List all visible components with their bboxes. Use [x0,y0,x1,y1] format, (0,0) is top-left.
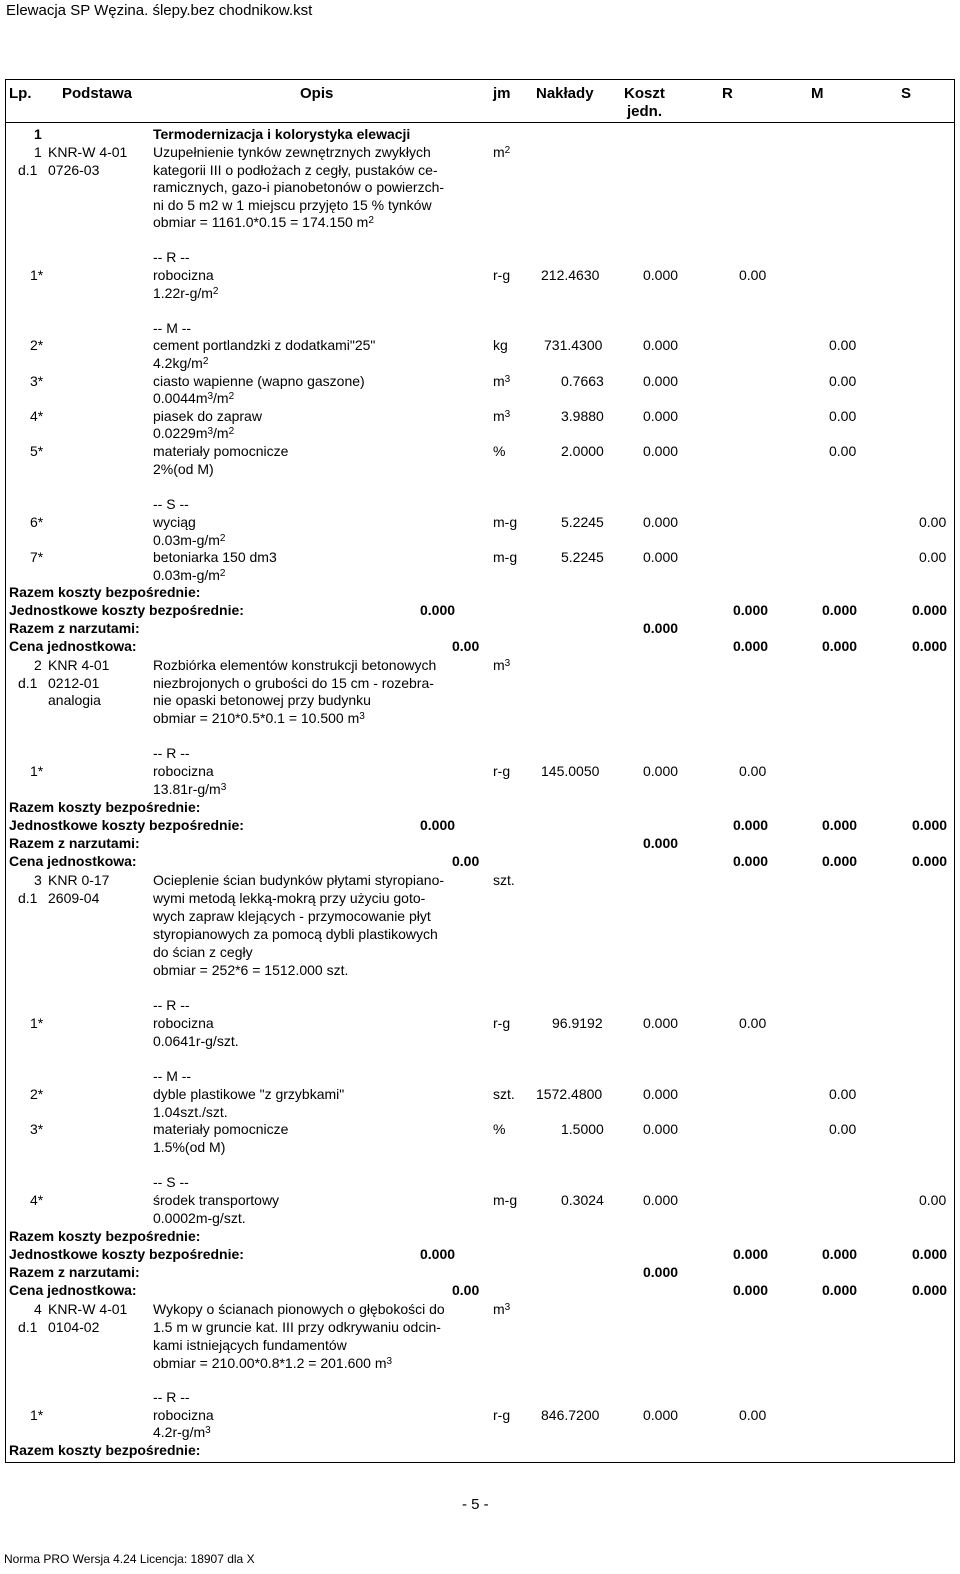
p1-m3-name: piasek do zapraw [153,408,262,424]
p2-cena-jedn: Cena jednostkowa: [9,853,137,869]
p2-lp-sub: d.1 [18,675,38,691]
p1-cena-value: 0.00 [452,638,480,654]
header-koszt-jedn: jedn. [627,103,663,120]
p2-base-note: analogia [48,692,101,708]
p3-m2-name: materiały pomocnicze [153,1121,289,1137]
p2-rob-norm: $13.81r-g/m^3$ [153,781,227,797]
p1-m3-m: 0.00 [829,408,857,424]
p3-cena-value: 0.00 [452,1282,480,1298]
p2-razem-bezp: Razem koszty bezpośrednie: [9,799,201,815]
p2-jedn-bezp: Jednostkowe koszty bezpośrednie: [9,817,244,833]
p1-razem-narz: Razem z narzutami: [9,620,140,636]
p4-rob-price: 0.000 [643,1407,679,1423]
p3-rob-norm: 0.0641r-g/szt. [153,1033,239,1049]
p3-jm: szt. [493,872,515,888]
p3-desc-line: do ścian z cegły [153,944,253,960]
p3-base-number: 2609-04 [48,890,100,906]
p3-rob-price: 0.000 [643,1015,679,1031]
p4-rob-name: robocizna [153,1407,214,1423]
header-divider [5,122,955,123]
p1-m1-value: 731.4300 [544,337,603,353]
p2-desc-line: niezbrojonych o grubości do 15 cm - rozebra- [153,675,434,691]
p1-s1-price: 0.000 [643,514,679,530]
p1-s2-index: 7* [30,549,44,565]
p4-rob-norm: $4.2r-g/m^3$ [153,1424,211,1440]
p1-desc-line: Uzupełnienie tynków zewnętrznych zwykłych [153,144,431,160]
p2-obmiar: obmiar = 210*0.5*0.1 = 10.500 $m^3$ [153,710,365,726]
table-bottom-border [5,1462,955,1463]
p3-m1-unit: szt. [493,1086,515,1102]
p3-rob-unit: r-g [493,1015,511,1031]
p1-m2-index: 3* [30,373,44,389]
p2-rob-name: robocizna [153,763,214,779]
p1-jedn-s: 0.000 [912,602,948,618]
p2-base-number: 0212-01 [48,675,100,691]
p1-m4-value: 2.0000 [561,443,604,459]
p1-s1-norm: $0.03m-g/m^2$ [153,532,226,548]
p4-base-code: KNR-W 4-01 [48,1301,128,1317]
p3-m1-m: 0.00 [829,1086,857,1102]
p1-s2-norm: $0.03m-g/m^2$ [153,567,226,583]
p2-cena-s: 0.000 [912,853,948,869]
p1-m4-norm: 2%(od M) [153,461,214,477]
p4-r-index: 1* [30,1407,44,1423]
p3-m1-value: 1572.4800 [536,1086,603,1102]
p2-r-index: 1* [30,763,44,779]
p1-lp: 1 [34,144,42,160]
p1-cena-jedn: Cena jednostkowa: [9,638,137,654]
p1-s2-unit: m-g [493,549,518,565]
header-opis: Opis [300,85,334,102]
p2-cena-r: 0.000 [733,853,769,869]
p3-desc-line: wymi metodą lekką-mokrą przy użyciu goto- [153,890,426,906]
p2-rob-value: 145.0050 [541,763,600,779]
p3-s1-norm: 0.0002m-g/szt. [153,1210,246,1226]
p1-rob-r: 0.00 [739,267,767,283]
p2-rob-unit: r-g [493,763,511,779]
p4-desc-line: 1.5 m w gruncie kat. III przy odkrywaniu odcin- [153,1319,441,1335]
p1-rob-price: 0.000 [643,267,679,283]
p4-razem-bezp: Razem koszty bezpośrednie: [9,1442,201,1458]
header-s: S [901,85,912,102]
p4-lp: 4 [34,1301,42,1317]
p3-desc-line: Ocieplenie ścian budynków płytami styropiano- [153,872,445,888]
p1-jedn-r: 0.000 [733,602,769,618]
p1-m1-m: 0.00 [829,337,857,353]
p1-base-number: 0726-03 [48,162,100,178]
p2-rob-r: 0.00 [739,763,767,779]
p1-cena-r: 0.000 [733,638,769,654]
p3-cena-jedn: Cena jednostkowa: [9,1282,137,1298]
p4-obmiar: obmiar = 210.00*0.8*1.2 = 201.600 $m^3$ [153,1355,393,1371]
p2-cena-m: 0.000 [822,853,858,869]
header-naklady: Nakłady [536,85,594,102]
p1-s2-name: betoniarka 150 dm3 [153,549,277,565]
p1-jedn-m: 0.000 [822,602,858,618]
table-right-border [954,79,955,1462]
p1-rob-name: robocizna [153,267,214,283]
p1-jedn-value: 0.000 [420,602,456,618]
p1-m4-price: 0.000 [643,443,679,459]
p1-desc-line: ramicznych, gazo-i pianobetonów o powierzch- [153,179,445,195]
p3-m1-name: dyble plastikowe "z grzybkami" [153,1086,345,1102]
p1-lp-sub: d.1 [18,162,38,178]
p1-s2-price: 0.000 [643,549,679,565]
p3-jedn-value: 0.000 [420,1246,456,1262]
p1-rob-norm: $1.22r-g/m^2$ [153,285,219,301]
p2-rob-price: 0.000 [643,763,679,779]
p1-rob-unit: r-g [493,267,511,283]
header-lp: Lp. [9,85,32,102]
p3-base-code: KNR 0-17 [48,872,110,888]
p3-s1-value: 0.3024 [561,1192,604,1208]
p4-desc-line: kami istniejących fundamentów [153,1337,347,1353]
p3-jedn-m: 0.000 [822,1246,858,1262]
p2-base-code: KNR 4-01 [48,657,110,673]
p3-m2-norm: 1.5%(od M) [153,1139,226,1155]
p1-s1-name: wyciąg [153,514,196,530]
p1-m3-value: 3.9880 [561,408,604,424]
p1-m3-norm: $0.0229m^3/m^2$ [153,425,235,441]
p4-rob-value: 846.7200 [541,1407,600,1423]
table-left-border [5,79,6,1462]
header-r: R [722,85,733,102]
p1-base-code: KNR-W 4-01 [48,144,128,160]
p3-lp-sub: d.1 [18,890,38,906]
p1-m4-name: materiały pomocnicze [153,443,289,459]
header-podstawa: Podstawa [62,85,133,102]
p3-lp: 3 [34,872,42,888]
p3-jedn-s: 0.000 [912,1246,948,1262]
p1-s1-value: 5.2245 [561,514,604,530]
p2-jedn-r: 0.000 [733,817,769,833]
p3-jedn-bezp: Jednostkowe koszty bezpośrednie: [9,1246,244,1262]
p1-r-heading: -- R -- [153,249,190,265]
p3-m1-index: 2* [30,1086,44,1102]
p1-m2-m: 0.00 [829,373,857,389]
p1-narz-value: 0.000 [643,620,679,636]
p2-jedn-s: 0.000 [912,817,948,833]
p1-desc-line: ni do 5 m2 w 1 miejscu przyjęto 15 % tynków [153,197,432,213]
p1-m2-name: ciasto wapienne (wapno gaszone) [153,373,365,389]
p2-narz-value: 0.000 [643,835,679,851]
p3-rob-value: 96.9192 [552,1015,603,1031]
p1-m2-value: 0.7663 [561,373,604,389]
p1-r-index: 1* [30,267,44,283]
p4-rob-unit: r-g [493,1407,511,1423]
p3-s1-price: 0.000 [643,1192,679,1208]
p3-razem-bezp: Razem koszty bezpośrednie: [9,1228,201,1244]
p3-cena-r: 0.000 [733,1282,769,1298]
p1-m3-index: 4* [30,408,44,424]
p3-razem-narz: Razem z narzutami: [9,1264,140,1280]
p2-desc-line: nie opaski betonowej przy budynku [153,692,371,708]
p3-cena-s: 0.000 [912,1282,948,1298]
p2-razem-narz: Razem z narzutami: [9,835,140,851]
p1-m1-unit: kg [493,337,508,353]
p1-razem-bezp: Razem koszty bezpośrednie: [9,584,201,600]
p2-desc-line: Rozbiórka elementów konstrukcji betonowych [153,657,437,673]
p2-jm: $m^3$ [493,657,511,673]
p2-cena-value: 0.00 [452,853,480,869]
header-jm: jm [493,85,511,102]
p1-m2-unit: $m^3$ [493,373,511,389]
p3-desc-line: styropianowych za pomocą dybli plastikowych [153,926,438,942]
p3-s1-index: 4* [30,1192,44,1208]
p1-s2-value: 5.2245 [561,549,604,565]
p1-m-heading: -- M -- [153,320,192,336]
table-top-border [5,79,955,80]
p2-lp: 2 [34,657,42,673]
header-m: M [811,85,824,102]
p3-r-heading: -- R -- [153,997,190,1013]
p3-rob-name: robocizna [153,1015,214,1031]
p1-m2-norm: $0.0044m^3/m^2$ [153,390,235,406]
p3-s-heading: -- S -- [153,1174,189,1190]
p1-jm: $m^2$ [493,144,511,160]
p1-jedn-bezp: Jednostkowe koszty bezpośrednie: [9,602,244,618]
p3-s1-name: środek transportowy [153,1192,280,1208]
p4-r-heading: -- R -- [153,1389,190,1405]
section-number: 1 [34,126,42,142]
p4-rob-r: 0.00 [739,1407,767,1423]
p1-desc-line: kategorii III o podłożach z cegły, pustaków ce- [153,162,438,178]
p3-m1-price: 0.000 [643,1086,679,1102]
p3-m2-value: 1.5000 [561,1121,604,1137]
header-koszt: Koszt [624,85,665,102]
p3-narz-value: 0.000 [643,1264,679,1280]
page-number: - 5 - [462,1496,489,1513]
p1-m1-price: 0.000 [643,337,679,353]
p1-m4-index: 5* [30,443,44,459]
p3-r-index: 1* [30,1015,44,1031]
p1-s1-index: 6* [30,514,44,530]
p3-cena-m: 0.000 [822,1282,858,1298]
p3-obmiar: obmiar = 252*6 = 1512.000 szt. [153,962,349,978]
p1-m3-price: 0.000 [643,408,679,424]
p3-m2-price: 0.000 [643,1121,679,1137]
p1-m4-unit: % [493,443,506,459]
p4-jm: $m^3$ [493,1301,511,1317]
p2-jedn-m: 0.000 [822,817,858,833]
p1-s1-s: 0.00 [919,514,947,530]
p3-desc-line: wych zapraw klejących - przymocowanie płyt [153,908,431,924]
p1-cena-s: 0.000 [912,638,948,654]
p3-m2-m: 0.00 [829,1121,857,1137]
p2-r-heading: -- R -- [153,745,190,761]
p1-m2-price: 0.000 [643,373,679,389]
p1-m1-norm: $4.2kg/m^2$ [153,355,209,371]
p3-rob-r: 0.00 [739,1015,767,1031]
p4-lp-sub: d.1 [18,1319,38,1335]
p1-obmiar: obmiar = 1161.0*0.15 = 174.150 $m^2$ [153,214,374,230]
p1-s2-s: 0.00 [919,549,947,565]
p4-base-number: 0104-02 [48,1319,100,1335]
p1-m3-unit: $m^3$ [493,408,511,424]
p1-m4-m: 0.00 [829,443,857,459]
p3-m2-unit: % [493,1121,506,1137]
p3-m-heading: -- M -- [153,1068,192,1084]
p4-desc-line: Wykopy o ścianach pionowych o głębokości do [153,1301,445,1317]
p2-jedn-value: 0.000 [420,817,456,833]
license-footer: Norma PRO Wersja 4.24 Licencja: 18907 dla X [4,1552,255,1566]
p3-m2-index: 3* [30,1121,44,1137]
p1-s1-unit: m-g [493,514,518,530]
p1-m1-index: 2* [30,337,44,353]
p3-jedn-r: 0.000 [733,1246,769,1262]
p1-cena-m: 0.000 [822,638,858,654]
p3-s1-s: 0.00 [919,1192,947,1208]
p3-s1-unit: m-g [493,1192,518,1208]
document-title: Elewacja SP Węzina. ślepy.bez chodnikow.kst [6,2,313,19]
p1-rob-value: 212.4630 [541,267,600,283]
section-title: Termodernizacja i kolorystyka elewacji [153,126,411,142]
p3-m1-norm: 1.04szt./szt. [153,1104,228,1120]
p1-s-heading: -- S -- [153,496,189,512]
p1-m1-name: cement portlandzki z dodatkami"25" [153,337,376,353]
